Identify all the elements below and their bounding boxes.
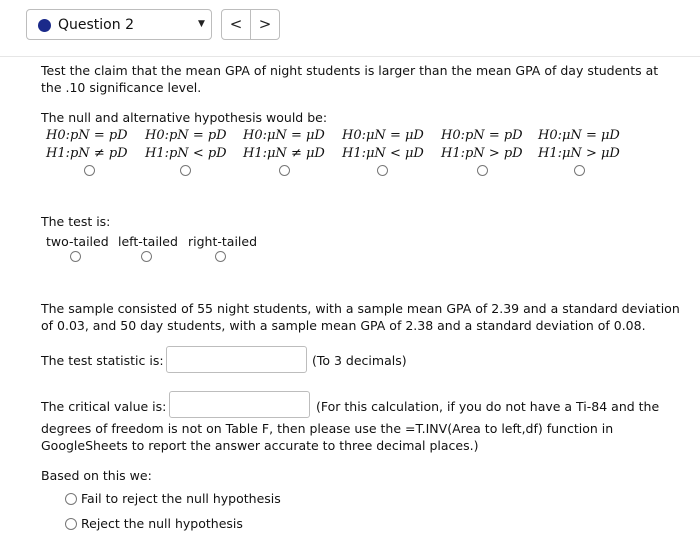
hypothesis-4-null: H0:μN = μD: [342, 128, 424, 143]
test-statistic-input[interactable]: [166, 346, 307, 373]
hypothesis-2-null: H0:pN = pD: [145, 128, 227, 143]
test-option-two-tailed-label: two-tailed: [46, 234, 109, 249]
hypothesis-5-null: H0:pN = pD: [441, 128, 523, 143]
conclusion-reject-label: Reject the null hypothesis: [81, 516, 243, 531]
hypothesis-1-radio[interactable]: [84, 165, 95, 176]
test-option-left-tailed-radio[interactable]: [141, 251, 152, 262]
question-select[interactable]: [26, 9, 212, 40]
conclusion-prompt: Based on this we:: [41, 468, 152, 483]
hypothesis-3-null: H0:μN = μD: [243, 128, 325, 143]
hypothesis-2-radio[interactable]: [180, 165, 191, 176]
hypothesis-6-null: H0:μN = μD: [538, 128, 620, 143]
hypothesis-3-radio[interactable]: [279, 165, 290, 176]
question-select-label: Question 2: [58, 17, 134, 33]
hypothesis-2-alt: H1:pN < pD: [145, 146, 227, 161]
sample-info-text: The sample consisted of 55 night students, with a sample mean GPA of 2.39 and a standard deviation of 0.03, and 50 day students, with a sample mean GPA of 2.38 and a standard deviation of 0.08.: [41, 301, 680, 333]
hypothesis-1-null: H0:pN = pD: [46, 128, 128, 143]
question-status-dot-icon: [38, 19, 51, 32]
hypothesis-4-radio[interactable]: [377, 165, 388, 176]
test-type-prompt: The test is:: [41, 214, 111, 229]
test-statistic-hint: (To 3 decimals): [312, 353, 407, 368]
critical-value-label: The critical value is:: [41, 399, 167, 414]
hypothesis-6-alt: H1:μN > μD: [538, 146, 620, 161]
previous-question-button[interactable]: <: [221, 9, 251, 40]
hypothesis-5-alt: H1:pN > pD: [441, 146, 523, 161]
hypothesis-5-radio[interactable]: [477, 165, 488, 176]
next-question-button[interactable]: >: [250, 9, 280, 40]
test-option-left-tailed-label: left-tailed: [118, 234, 178, 249]
question-nav-bar: [0, 0, 700, 57]
conclusion-fail-to-reject-label: Fail to reject the null hypothesis: [81, 491, 281, 506]
test-option-two-tailed-radio[interactable]: [70, 251, 81, 262]
test-option-right-tailed-label: right-tailed: [188, 234, 258, 249]
hypothesis-3-alt: H1:μN ≠ μD: [243, 146, 325, 161]
hypothesis-1-alt: H1:pN ≠ pD: [46, 146, 128, 161]
claim-text: Test the claim that the mean GPA of night students is larger than the mean GPA of day students at the .10 significance level.: [41, 63, 659, 95]
hypothesis-6-radio[interactable]: [574, 165, 585, 176]
critical-value-note: degrees of freedom is not on Table F, then please use the =T.INV(Area to left,df) function in GoogleSheets to report the answer accurate to three decimal places.): [41, 421, 614, 453]
conclusion-fail-to-reject-radio[interactable]: [65, 493, 77, 505]
test-option-right-tailed-radio[interactable]: [215, 251, 226, 262]
critical-value-hint: (For this calculation, if you do not have a Ti-84 and the: [316, 399, 660, 414]
caret-down-icon: ▼: [198, 19, 205, 29]
critical-value-input[interactable]: [169, 391, 310, 418]
hypothesis-4-alt: H1:μN < μD: [342, 146, 424, 161]
test-statistic-label: The test statistic is:: [41, 353, 164, 368]
conclusion-reject-radio[interactable]: [65, 518, 77, 530]
hypothesis-prompt: The null and alternative hypothesis would be:: [41, 110, 328, 125]
